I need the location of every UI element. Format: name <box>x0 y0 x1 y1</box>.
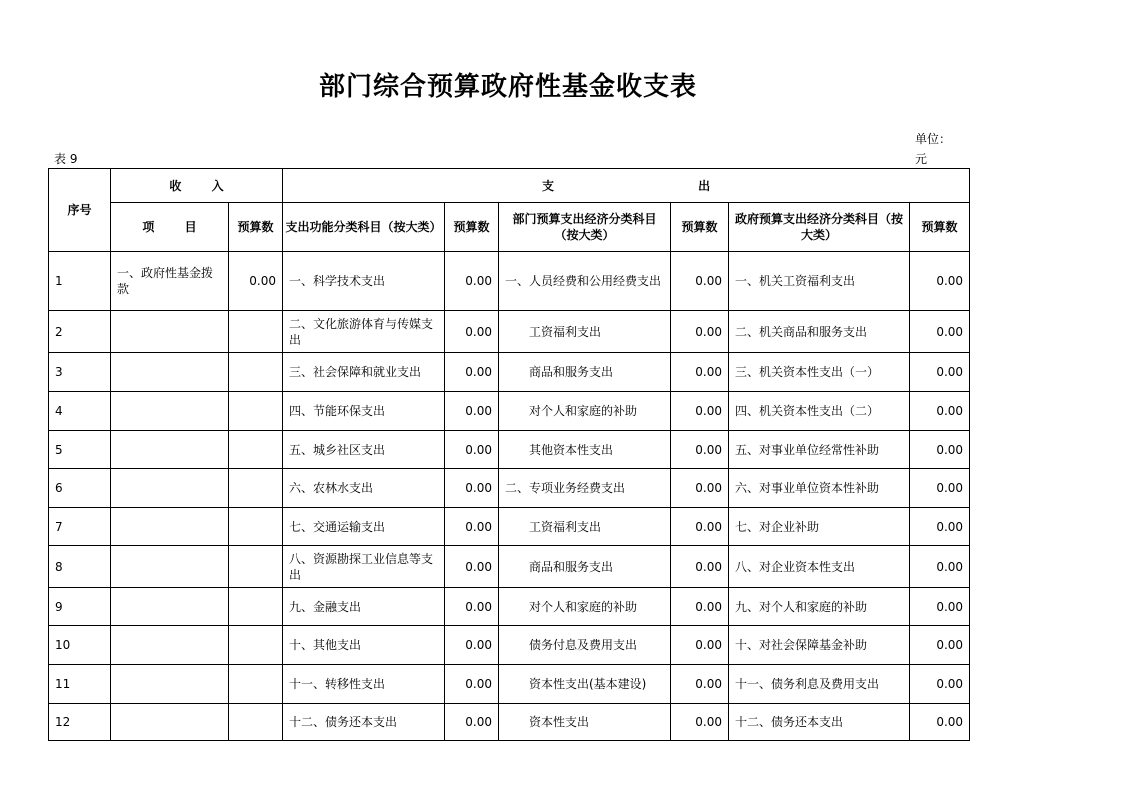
gov-econ-amount: 0.00 <box>910 431 970 469</box>
func-class-item: 五、城乡社区支出 <box>283 431 445 469</box>
header-row-1 <box>49 169 970 203</box>
dept-econ-item: 二、专项业务经费支出 <box>499 469 671 508</box>
unit-label: 单位： <box>915 132 952 146</box>
gov-econ-item: 十一、债务利息及费用支出 <box>729 665 910 704</box>
income-item: 一、政府性基金拨款 <box>111 252 229 311</box>
gov-econ-amount: 0.00 <box>910 311 970 353</box>
budget-table <box>48 168 970 741</box>
func-class-item: 三、社会保障和就业支出 <box>283 353 445 392</box>
func-class-item: 一、科学技术支出 <box>283 252 445 311</box>
income-item <box>111 353 229 392</box>
row-seq: 8 <box>49 546 111 588</box>
gov-econ-amount: 0.00 <box>910 353 970 392</box>
dept-econ-item: 工资福利支出 <box>499 311 671 353</box>
header-expense: 支 出 <box>283 169 970 203</box>
income-amount <box>229 588 283 626</box>
dept-econ-amount: 0.00 <box>671 252 729 311</box>
func-class-item: 二、文化旅游体育与传媒支出 <box>283 311 445 353</box>
func-class-amount: 0.00 <box>445 353 499 392</box>
table-row <box>49 431 970 469</box>
income-amount <box>229 353 283 392</box>
form-number: 表 9 <box>54 152 78 166</box>
income-amount <box>229 665 283 704</box>
dept-econ-item: 其他资本性支出 <box>499 431 671 469</box>
table-row <box>49 626 970 665</box>
gov-econ-amount: 0.00 <box>910 469 970 508</box>
income-amount <box>229 431 283 469</box>
income-amount <box>229 508 283 546</box>
dept-econ-item: 一、人员经费和公用经费支出 <box>499 252 671 311</box>
header-gov-econ: 政府预算支出经济分类科目（按大类） <box>729 203 910 252</box>
header-row-2 <box>49 203 970 252</box>
header-gov-budget: 预算数 <box>910 203 970 252</box>
gov-econ-item: 五、对事业单位经常性补助 <box>729 431 910 469</box>
table-row <box>49 392 970 431</box>
table-row <box>49 665 970 704</box>
income-item <box>111 508 229 546</box>
gov-econ-item: 一、机关工资福利支出 <box>729 252 910 311</box>
func-class-amount: 0.00 <box>445 626 499 665</box>
gov-econ-item: 六、对事业单位资本性补助 <box>729 469 910 508</box>
row-seq: 6 <box>49 469 111 508</box>
income-item <box>111 704 229 741</box>
gov-econ-amount: 0.00 <box>910 508 970 546</box>
header-item: 项 目 <box>111 203 229 252</box>
table-row <box>49 353 970 392</box>
table-row <box>49 588 970 626</box>
dept-econ-item: 债务付息及费用支出 <box>499 626 671 665</box>
row-seq: 4 <box>49 392 111 431</box>
income-item <box>111 469 229 508</box>
table-row <box>49 508 970 546</box>
gov-econ-item: 九、对个人和家庭的补助 <box>729 588 910 626</box>
header-income: 收 入 <box>111 169 283 203</box>
row-seq: 11 <box>49 665 111 704</box>
income-item <box>111 665 229 704</box>
gov-econ-amount: 0.00 <box>910 588 970 626</box>
func-class-amount: 0.00 <box>445 546 499 588</box>
func-class-amount: 0.00 <box>445 469 499 508</box>
income-amount <box>229 469 283 508</box>
row-seq: 2 <box>49 311 111 353</box>
gov-econ-item: 四、机关资本性支出（二） <box>729 392 910 431</box>
dept-econ-item: 对个人和家庭的补助 <box>499 392 671 431</box>
unit-label-block <box>915 129 951 169</box>
income-item <box>111 626 229 665</box>
dept-econ-amount: 0.00 <box>671 392 729 431</box>
income-amount <box>229 626 283 665</box>
func-class-item: 四、节能环保支出 <box>283 392 445 431</box>
row-seq: 7 <box>49 508 111 546</box>
income-amount <box>229 546 283 588</box>
gov-econ-item: 八、对企业资本性支出 <box>729 546 910 588</box>
dept-econ-amount: 0.00 <box>671 431 729 469</box>
header-dept-econ: 部门预算支出经济分类科目（按大类） <box>499 203 671 252</box>
func-class-amount: 0.00 <box>445 431 499 469</box>
table-row <box>49 311 970 353</box>
row-seq: 12 <box>49 704 111 741</box>
header-dept-budget: 预算数 <box>671 203 729 252</box>
func-class-item: 七、交通运输支出 <box>283 508 445 546</box>
dept-econ-amount: 0.00 <box>671 311 729 353</box>
dept-econ-item: 商品和服务支出 <box>499 353 671 392</box>
row-seq: 9 <box>49 588 111 626</box>
table-row <box>49 252 970 311</box>
gov-econ-item: 十二、债务还本支出 <box>729 704 910 741</box>
header-func-budget: 预算数 <box>445 203 499 252</box>
income-item <box>111 546 229 588</box>
dept-econ-amount: 0.00 <box>671 469 729 508</box>
func-class-amount: 0.00 <box>445 588 499 626</box>
dept-econ-item: 资本性支出(基本建设) <box>499 665 671 704</box>
dept-econ-amount: 0.00 <box>671 704 729 741</box>
gov-econ-amount: 0.00 <box>910 665 970 704</box>
row-seq: 5 <box>49 431 111 469</box>
table-row <box>49 546 970 588</box>
gov-econ-item: 七、对企业补助 <box>729 508 910 546</box>
func-class-amount: 0.00 <box>445 252 499 311</box>
func-class-amount: 0.00 <box>445 704 499 741</box>
row-seq: 3 <box>49 353 111 392</box>
dept-econ-item: 工资福利支出 <box>499 508 671 546</box>
func-class-item: 十一、转移性支出 <box>283 665 445 704</box>
dept-econ-amount: 0.00 <box>671 626 729 665</box>
gov-econ-amount: 0.00 <box>910 546 970 588</box>
income-item <box>111 311 229 353</box>
gov-econ-item: 三、机关资本性支出（一） <box>729 353 910 392</box>
gov-econ-amount: 0.00 <box>910 704 970 741</box>
dept-econ-item: 资本性支出 <box>499 704 671 741</box>
gov-econ-amount: 0.00 <box>910 252 970 311</box>
income-amount <box>229 311 283 353</box>
income-item <box>111 588 229 626</box>
table-body <box>49 252 970 741</box>
unit-value: 元 <box>915 152 928 166</box>
func-class-amount: 0.00 <box>445 392 499 431</box>
table-row <box>49 704 970 741</box>
income-amount: 0.00 <box>229 252 283 311</box>
income-item <box>111 431 229 469</box>
income-amount <box>229 704 283 741</box>
gov-econ-amount: 0.00 <box>910 626 970 665</box>
header-func-class: 支出功能分类科目（按大类） <box>283 203 445 252</box>
gov-econ-amount: 0.00 <box>910 392 970 431</box>
table-row <box>49 469 970 508</box>
gov-econ-item: 二、机关商品和服务支出 <box>729 311 910 353</box>
dept-econ-amount: 0.00 <box>671 665 729 704</box>
header-seq: 序号 <box>49 169 111 252</box>
func-class-item: 六、农林水支出 <box>283 469 445 508</box>
func-class-item: 十二、债务还本支出 <box>283 704 445 741</box>
dept-econ-amount: 0.00 <box>671 353 729 392</box>
dept-econ-amount: 0.00 <box>671 546 729 588</box>
dept-econ-amount: 0.00 <box>671 588 729 626</box>
row-seq: 1 <box>49 252 111 311</box>
func-class-amount: 0.00 <box>445 665 499 704</box>
dept-econ-item: 对个人和家庭的补助 <box>499 588 671 626</box>
func-class-item: 八、资源勘探工业信息等支出 <box>283 546 445 588</box>
func-class-amount: 0.00 <box>445 508 499 546</box>
func-class-item: 九、金融支出 <box>283 588 445 626</box>
gov-econ-item: 十、对社会保障基金补助 <box>729 626 910 665</box>
func-class-item: 十、其他支出 <box>283 626 445 665</box>
page-title: 部门综合预算政府性基金收支表 <box>318 72 697 102</box>
income-item <box>111 392 229 431</box>
header-item-budget: 预算数 <box>229 203 283 252</box>
func-class-amount: 0.00 <box>445 311 499 353</box>
income-amount <box>229 392 283 431</box>
row-seq: 10 <box>49 626 111 665</box>
dept-econ-amount: 0.00 <box>671 508 729 546</box>
dept-econ-item: 商品和服务支出 <box>499 546 671 588</box>
